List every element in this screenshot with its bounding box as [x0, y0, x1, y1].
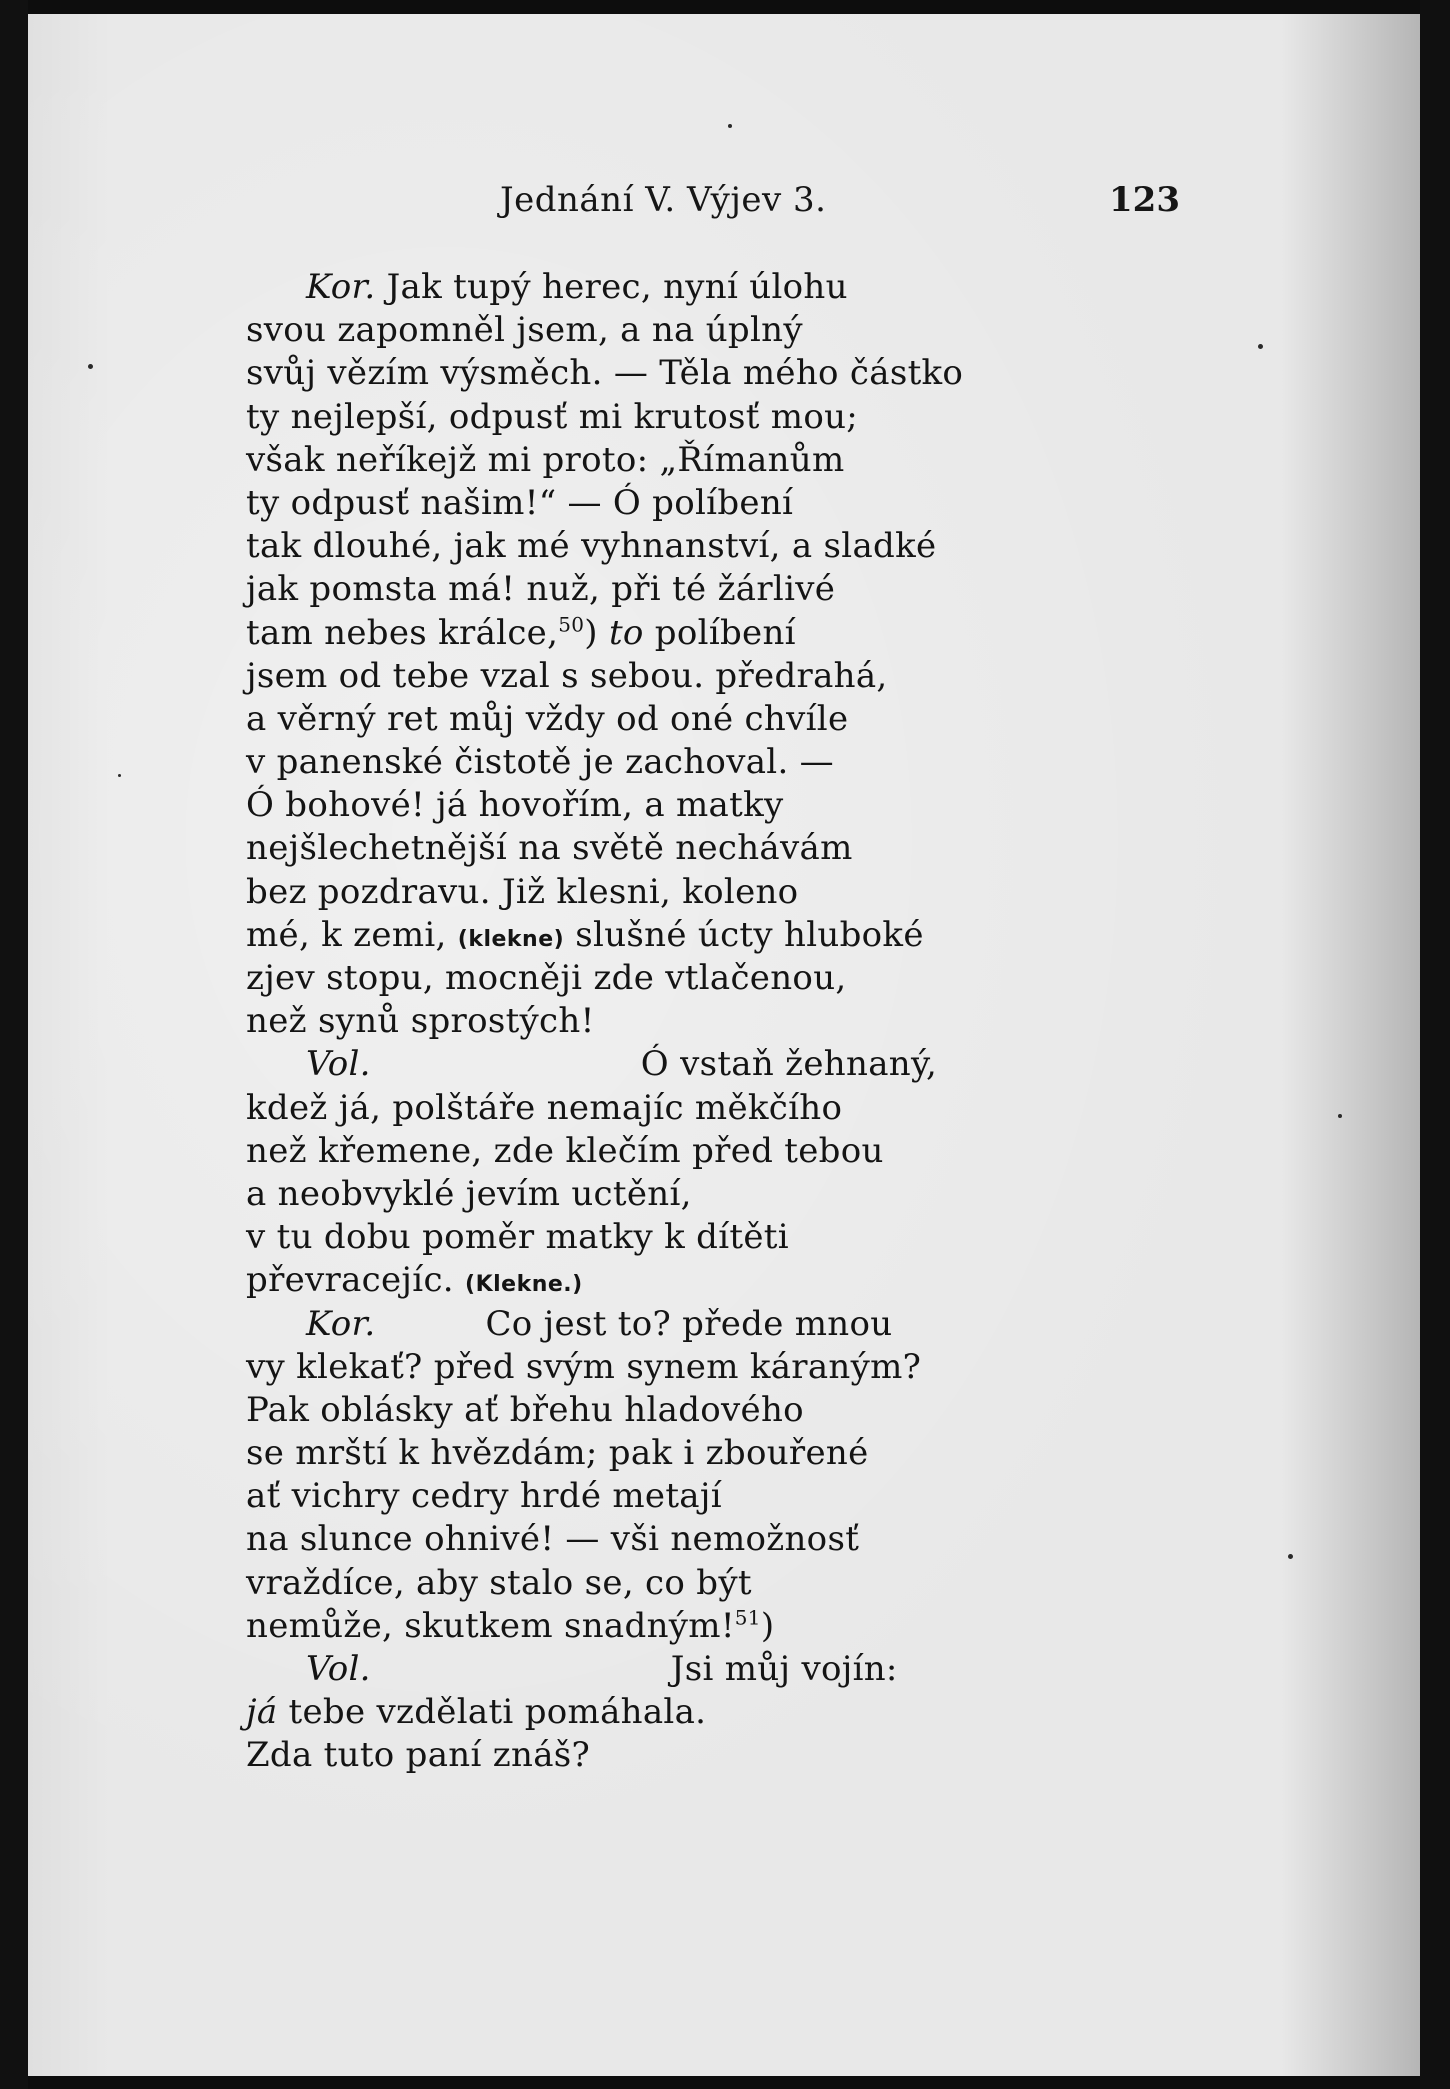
scan-speck — [1258, 344, 1263, 349]
text-line: nejšlechetnější na světě nechávám — [246, 828, 853, 869]
text-line — [246, 1648, 1046, 1691]
emphasis-text: já — [246, 1692, 278, 1733]
scan-speck — [728, 124, 732, 128]
line-text: políbení — [643, 612, 796, 653]
speaker-name: Vol. — [306, 1649, 371, 1689]
text-line: v tu dobu poměr matky k dítěti — [246, 1217, 789, 1258]
text-line: Zda tuto paní znáš? — [246, 1735, 591, 1776]
line-text: ) — [760, 1605, 775, 1646]
text-line: jak pomsta má! nuž, při té žárlivé — [246, 569, 836, 610]
text-line: ty nejlepší, odpusť mi krutosť mou; — [246, 396, 859, 437]
text-line: Pak oblásky ať břehu hladového — [246, 1389, 804, 1430]
page-header — [500, 180, 1200, 230]
text-line: než synů sprostých! — [246, 1001, 595, 1042]
line-text: tam nebes králce, — [246, 612, 559, 653]
text-line: však neříkejž mi proto: „Římanům — [246, 439, 845, 480]
text-line: vraždíce, aby stalo se, co být — [246, 1562, 752, 1603]
text-line — [246, 914, 1046, 957]
text-line: v panenské čistotě je zachoval. — — [246, 742, 834, 783]
text-line: bez pozdravu. Již klesni, koleno — [246, 871, 799, 912]
book-spine-shadow — [0, 0, 28, 2089]
line-text: nemůže, skutkem snadným! — [246, 1605, 735, 1646]
text-line: se mrští k hvězdám; pak i zbouřené — [246, 1433, 869, 1474]
scan-speck — [1288, 1554, 1293, 1559]
stage-direction: (Klekne.) — [465, 1272, 583, 1298]
scan-speck — [118, 774, 121, 777]
line-text: převracejíc. — [246, 1260, 466, 1301]
text-line: svůj vězím výsměch. — Těla mého částko — [246, 353, 964, 394]
text-line: zjev stopu, mocněji zde vtlačenou, — [246, 958, 847, 998]
line-text: ) — [584, 612, 609, 653]
speaker-name: Kor. — [306, 267, 376, 307]
text-line: tak dlouhé, jak mé vyhnanství, a sladké — [246, 526, 937, 567]
text-line: na slunce ohnivé! — vši nemožnosť — [246, 1519, 860, 1560]
text-line: vy klekať? před svým synem káraným? — [246, 1346, 922, 1387]
line-text: Jak tupý herec, nyní úlohu — [375, 267, 848, 307]
line-text: Jsi můj vojín: — [670, 1649, 898, 1689]
text-line — [246, 266, 1046, 309]
text-line: ty odpusť našim!“ — Ó políbení — [246, 482, 794, 523]
running-head: Jednání V. Výjev 3. — [500, 180, 827, 220]
stage-direction: (klekne) — [457, 926, 565, 952]
text-line — [246, 1043, 1046, 1086]
text-line — [246, 612, 1046, 655]
text-line: a věrný ret můj vždy od oné chvíle — [246, 698, 849, 739]
play-text — [246, 266, 1046, 1778]
footnote-mark: 50 — [558, 612, 585, 637]
emphasis-text: to — [608, 612, 644, 653]
line-text: Co jest to? přede mnou — [485, 1303, 893, 1344]
line-text: tebe vzdělati pomáhala. — [277, 1692, 707, 1733]
text-line: Ó bohové! já hovořím, a matky — [246, 785, 784, 826]
text-line: kdež já, polštáře nemajíc měkčího — [246, 1087, 843, 1128]
text-line — [246, 1691, 1046, 1734]
right-page-edge — [1420, 0, 1450, 2089]
speaker-name: Vol. — [306, 1044, 371, 1085]
scan-speck — [88, 364, 93, 369]
footnote-mark: 51 — [734, 1605, 761, 1630]
text-line: než křemene, zde klečím před tebou — [246, 1130, 884, 1171]
line-text: Ó vstaň žehnaný, — [640, 1044, 938, 1085]
text-line: ať vichry cedry hrdé metají — [246, 1476, 722, 1517]
speaker-name: Kor. — [306, 1303, 376, 1344]
scan-speck — [1338, 1114, 1342, 1118]
text-line: svou zapomněl jsem, a na úplný — [246, 310, 803, 351]
text-line: a neobvyklé jevím uctění, — [246, 1173, 692, 1214]
text-line — [246, 1303, 1046, 1346]
line-text: mé, k zemi, — [246, 914, 458, 955]
line-text: slušné úcty hluboké — [564, 914, 924, 955]
text-line: jsem od tebe vzal s sebou. předrahá, — [246, 655, 888, 696]
text-line — [246, 1605, 1046, 1648]
page-number: 123 — [1109, 180, 1180, 220]
text-line — [246, 1259, 1046, 1302]
